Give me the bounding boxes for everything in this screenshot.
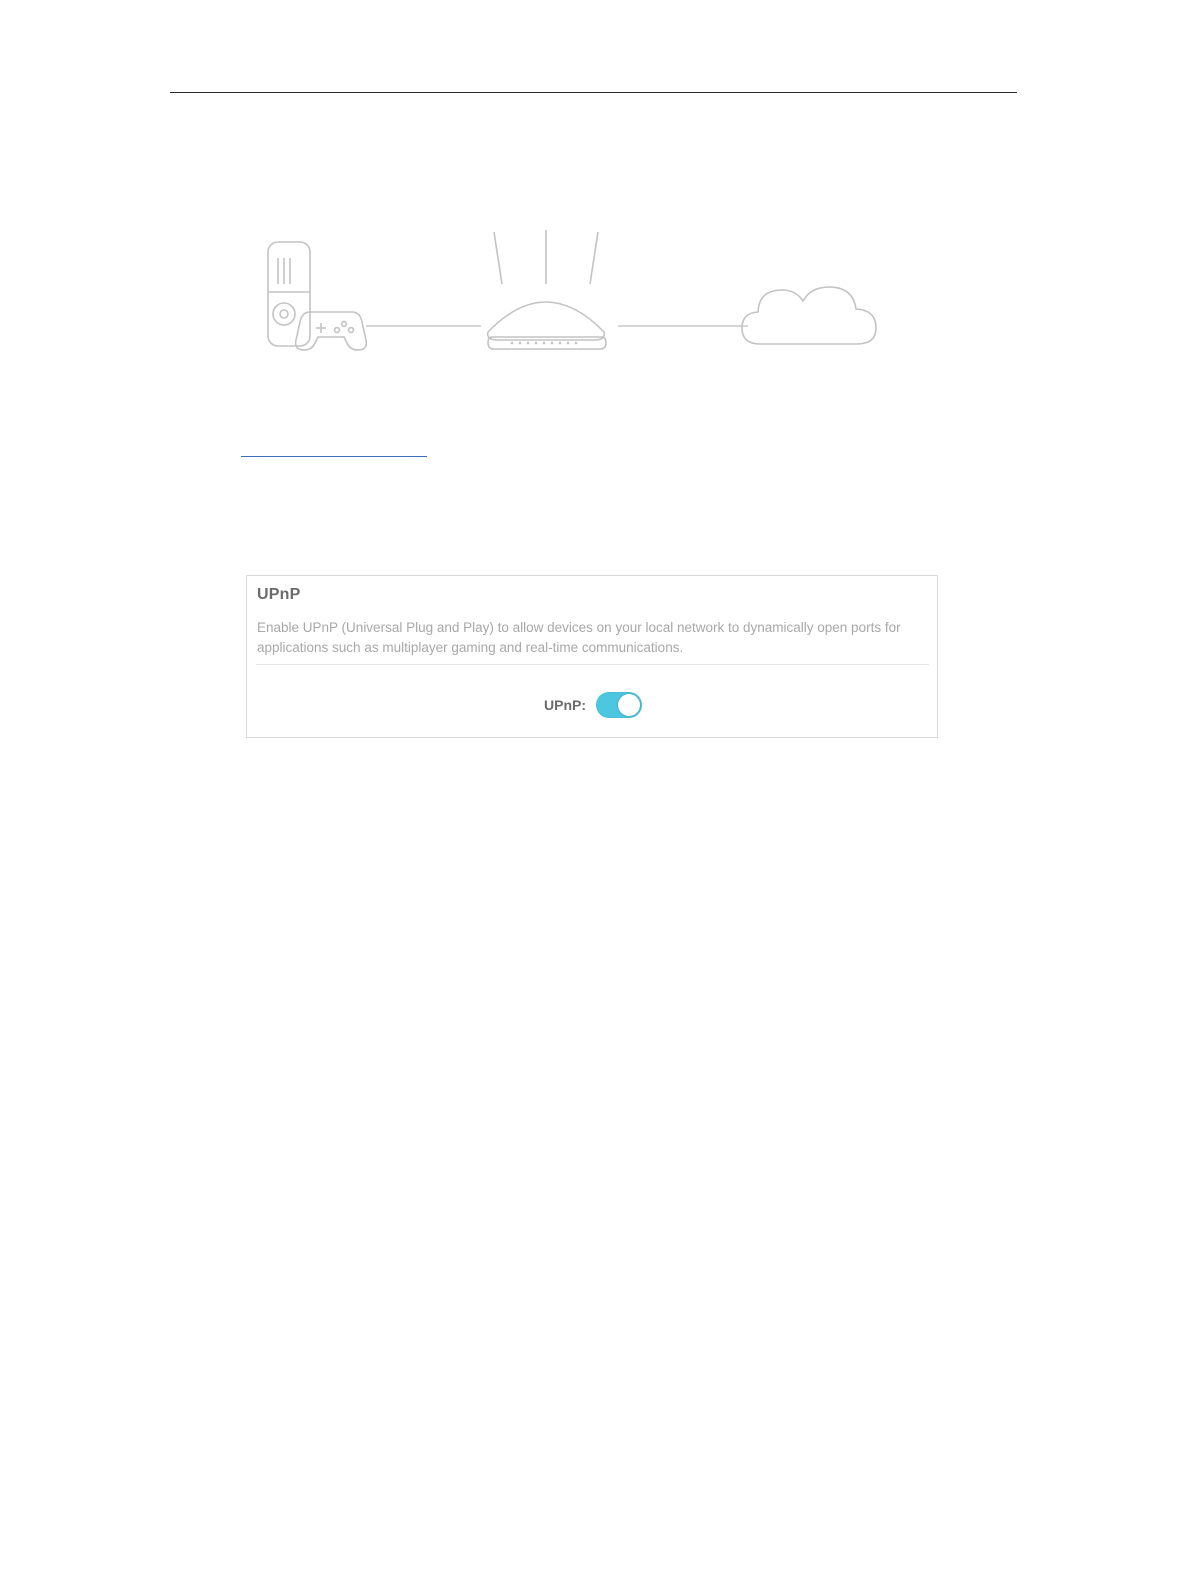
page-header-rule xyxy=(170,92,1017,93)
toggle-knob xyxy=(618,694,640,716)
upnp-network-topology-diagram xyxy=(240,222,940,372)
panel-divider xyxy=(256,664,929,665)
section-cross-reference-link[interactable] xyxy=(241,438,427,457)
upnp-toggle-switch[interactable] xyxy=(596,692,642,718)
panel-title: UPnP xyxy=(257,586,301,603)
upnp-field-label: UPnP: xyxy=(544,697,586,713)
upnp-settings-panel xyxy=(246,575,938,738)
panel-description: Enable UPnP (Universal Plug and Play) to allow devices on your local network to dynamically open ports for applications such as multiplayer gaming and real-time communications. xyxy=(257,620,901,655)
upnp-field-row xyxy=(247,688,939,722)
